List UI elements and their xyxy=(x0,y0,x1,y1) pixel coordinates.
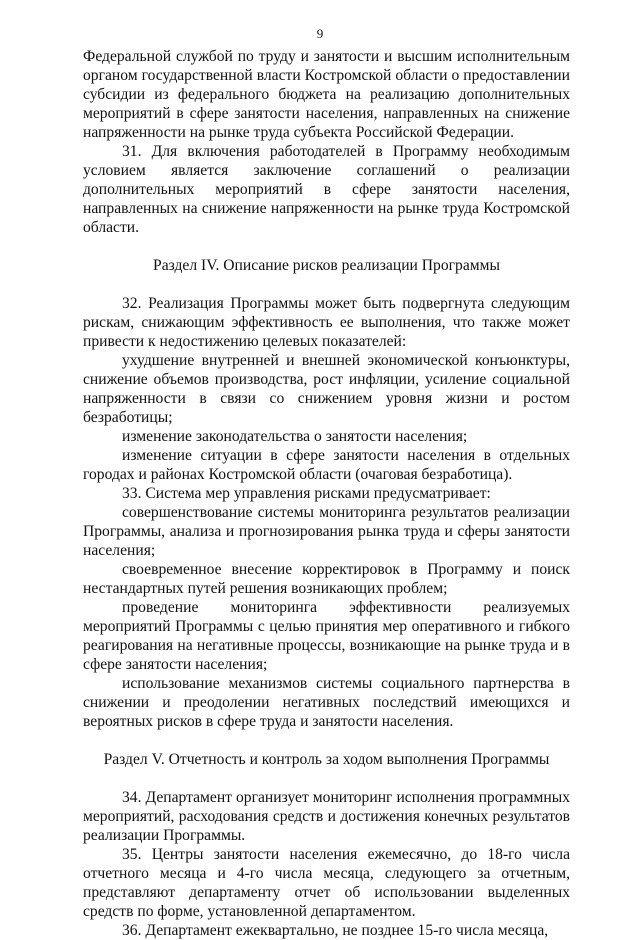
measure-item-monitoring: совершенствование системы мониторинга результатов реализации Программы, анализа и прогнозирования рынка труда и сферы занятости населения; xyxy=(83,504,570,559)
risk-item-legislation: изменение законодательства о занятости населения; xyxy=(122,428,468,445)
paragraph-continuation: Федеральной службой по труду и занятости и высшим исполнительным органом государственной власти Костромской области о предоставлении субсидии из федерального бюджета на реализацию дополнительных мероприятий в сфере занятости населения, направленных на снижение напряженности на рынке труда субъекта Российской Федерации. xyxy=(83,48,570,141)
risk-item-economy: ухудшение внутренней и внешней экономической конъюнктуры, снижение объемов производства, рост инфляции, усиление социальной напряженности в связи со снижением уровня жизни и ростом безработицы; xyxy=(83,352,570,426)
section-4-body xyxy=(83,294,570,731)
risk-item-local-unemployment: изменение ситуации в сфере занятости населения в отдельных городах и районах Костромской области (очаговая безработица). xyxy=(83,447,570,483)
section-5-heading: Раздел V. Отчетность и контроль за ходом выполнения Программы xyxy=(103,751,550,768)
paragraph-31: 31. Для включения работодателей в Программу необходимым условием является заключение соглашений о реализации дополнительных мероприятий в сфере занятости населения, направленных на снижение напряженности на рынке труда Костромской области. xyxy=(83,143,570,236)
paragraph-36: 36. Департамент ежеквартально, не позднее 15-го числа месяца, xyxy=(122,922,549,939)
page-content xyxy=(83,47,570,940)
section-5-body xyxy=(83,788,570,940)
measure-item-efficiency: проведение мониторинга эффективности реализуемых мероприятий Программы с целью принятия мер оперативного и гибкого реагирования на негативные процессы, возникающие на рынке труда и в сфере занятости населения; xyxy=(83,599,570,673)
measure-item-partnership: использование механизмов системы социального партнерства в снижении и преодолении негативных последствий имеющихся и вероятных рисков в сфере труда и занятости населения. xyxy=(83,675,570,730)
paragraph-34: 34. Департамент организует мониторинг исполнения программных мероприятий, расходования средств и достижения конечных результатов реализации Программы. xyxy=(83,789,570,844)
measure-item-corrections: своевременное внесение корректировок в Программу и поиск нестандартных путей решения возникающих проблем; xyxy=(83,561,570,597)
paragraph-35: 35. Центры занятости населения ежемесячно, до 18-го числа отчетного месяца и 4-го числа месяца, следующего за отчетным, представляют департаменту отчет об использовании выделенных средств по форме, установленной департаментом. xyxy=(83,846,570,920)
section-4-heading: Раздел IV. Описание рисков реализации Программы xyxy=(153,257,500,274)
page-number: 9 xyxy=(316,26,324,41)
paragraph-32: 32. Реализация Программы может быть подвергнута следующим рискам, снижающим эффективность ее выполнения, что также может привести к недостижению целевых показателей: xyxy=(83,295,570,350)
paragraph-33: 33. Система мер управления рисками предусматривает: xyxy=(122,485,491,502)
